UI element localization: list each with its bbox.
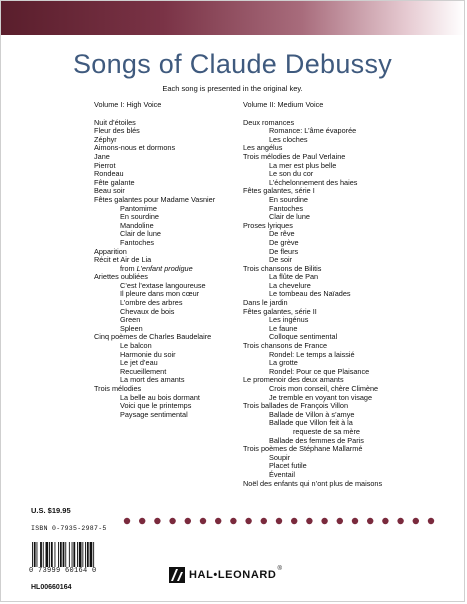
song-title: Le balcon [120,341,152,351]
divider-dot [428,518,434,524]
song-group-title: Ariettes oubliées [94,272,148,282]
song-title: Le jet d’eau [120,358,158,368]
song-group-title: Trois poèmes de Stéphane Mallarmé [243,444,363,454]
volume-2-column [243,101,403,488]
song-title: De grève [269,237,299,247]
divider-dot [245,518,251,524]
song-title: En sourdine [269,194,308,204]
divider-dot [276,518,282,524]
song-group-title: Aimons-nous et dormons [94,143,176,153]
volume-2-heading: Volume II: Medium Voice [243,100,324,109]
song-group-title: Fleur des blés [94,126,140,136]
song-title: L’ombre des arbres [120,298,183,308]
song-title: Green [120,315,141,325]
song-group-title: Fêtes galantes pour Madame Vasnier [94,194,216,204]
divider-dot [382,518,388,524]
song-title: Harmonie du soir [120,349,176,359]
song-title: Romance: L’âme évaporée [269,126,357,136]
song-title: Les ingénus [269,315,309,325]
song-title: Ballade de Villon à s’amye [269,409,355,419]
song-group-title: Trois mélodies de Paul Verlaine [243,151,346,161]
song-title: La belle au bois dormant [120,392,200,402]
song-title: Rondel: Pour ce que Plaisance [269,366,370,376]
volume-1-heading: Volume I: High Voice [94,100,162,109]
page-title: Songs of Claude Debussy [72,49,393,79]
song-group-title: Fête galante [94,177,135,187]
song-title: La chevelure [269,280,311,290]
divider-dot [367,518,373,524]
publisher-name: HAL•LEONARD [189,569,277,581]
song-title: Crois mon conseil, chère Climène [269,384,379,393]
divider-dot [230,518,236,524]
isbn-label: ISBN 0-7935-2987-5 [31,525,107,532]
song-title: Fantoches [269,203,304,213]
divider-dot [397,518,403,524]
divider-dot [261,518,267,524]
song-group-title: Trois ballades de François Villon [243,401,349,411]
song-title: Le son du cor [269,169,314,179]
song-title: Recueillement [120,366,167,376]
song-title: La grotte [269,358,298,368]
song-group-title: Récit et Air de Lia [94,255,152,265]
divider-dot [200,518,206,524]
song-title: Clair de lune [269,212,310,222]
barcode-number: 0 73999 60164 0 [29,567,97,575]
song-title: Placet futile [269,461,307,471]
song-title: De soir [269,255,293,265]
song-title: Ballade que Villon feit à la [269,418,353,428]
song-title: Le tombeau des Naïades [269,289,351,299]
divider-dot [124,518,130,524]
song-title: Pantomime [120,203,157,213]
hal-leonard-logo-icon [169,567,185,583]
divider-dot [337,518,343,524]
song-title: Les cloches [269,134,308,144]
song-title: Voici que le printemps [120,401,192,411]
divider-dot [321,518,327,524]
song-title: Soupir [269,452,291,462]
song-title: Il pleure dans mon cœur [120,289,200,299]
song-title: Spleen [120,323,143,333]
song-title: Le faune [269,323,298,333]
song-group-title: Fêtes galantes, série I [243,186,315,196]
song-title: Clair de lune [120,229,161,239]
song-title: Éventail [269,469,295,479]
song-title: Colloque sentimental [269,332,338,342]
song-title: requeste de sa mère [293,426,360,436]
song-title: Ballade des femmes de Paris [269,435,364,445]
divider-dot [154,518,160,524]
song-group-title: Le promenoir des deux amants [243,375,344,385]
song-group-title: Les angélus [243,143,283,153]
song-group-title: Cinq poèmes de Charles Baudelaire [94,332,212,342]
song-group-title: Pierrot [94,160,116,170]
divider-dot [291,518,297,524]
song-group-title: Jane [94,151,110,161]
price-label: U.S. $19.95 [31,506,71,515]
trademark-symbol: ® [277,566,282,572]
volume-1-column [94,101,234,419]
volume-2-song-list [243,119,403,489]
top-banner [1,1,464,35]
divider-dot [306,518,312,524]
song-title: Chevaux de bois [120,306,175,316]
divider-dot [215,518,221,524]
song-title: C’est l’extase langoureuse [120,280,206,290]
song-title: Je tremble en voyant ton visage [269,392,373,402]
song-group-title: Rondeau [94,169,124,179]
divider-dot [352,518,358,524]
song-group-title: Dans le jardin [243,298,288,308]
song-group-title: Apparition [94,246,127,256]
divider-dot [185,518,191,524]
song-title: La mort des amants [120,375,185,385]
song-title: De fleurs [269,246,299,256]
dotted-divider [123,516,443,526]
song-group-title: Trois chansons de France [243,341,328,351]
song-group-title: Trois chansons de Bilitis [243,263,322,273]
song-group-title: Trois mélodies [94,384,142,393]
song-title: De rêve [269,229,295,239]
song-group-title: Fêtes galantes, série II [243,306,317,316]
song-title: En sourdine [120,212,159,222]
song-group-title: Deux romances [243,117,295,127]
song-group-title: Nuit d’étoiles [94,117,136,127]
publisher-logo [169,566,282,584]
song-group-title: Zéphyr [94,134,117,144]
divider-dot [139,518,145,524]
song-group-title: Proses lyriques [243,220,293,230]
song-title: Fantoches [120,237,155,247]
song-group-title: Noël des enfants qui n’ont plus de maisons [243,478,383,488]
divider-dot [169,518,175,524]
song-title: Mandoline [120,220,154,230]
divider-dot [413,518,419,524]
song-title: L’échelonnement des haies [269,177,358,187]
song-title: La mer est plus belle [269,160,337,170]
product-code: HL00660164 [31,584,72,591]
song-title: from L’enfant prodigue [120,263,193,273]
volume-1-song-list [94,119,234,420]
song-title: Rondel: Le temps a laissié [269,349,355,359]
page-subtitle: Each song is presented in the original key. [162,84,303,93]
song-title: La flûte de Pan [269,272,319,282]
song-group-title: Beau soir [94,186,125,196]
song-title: Paysage sentimental [120,409,188,419]
